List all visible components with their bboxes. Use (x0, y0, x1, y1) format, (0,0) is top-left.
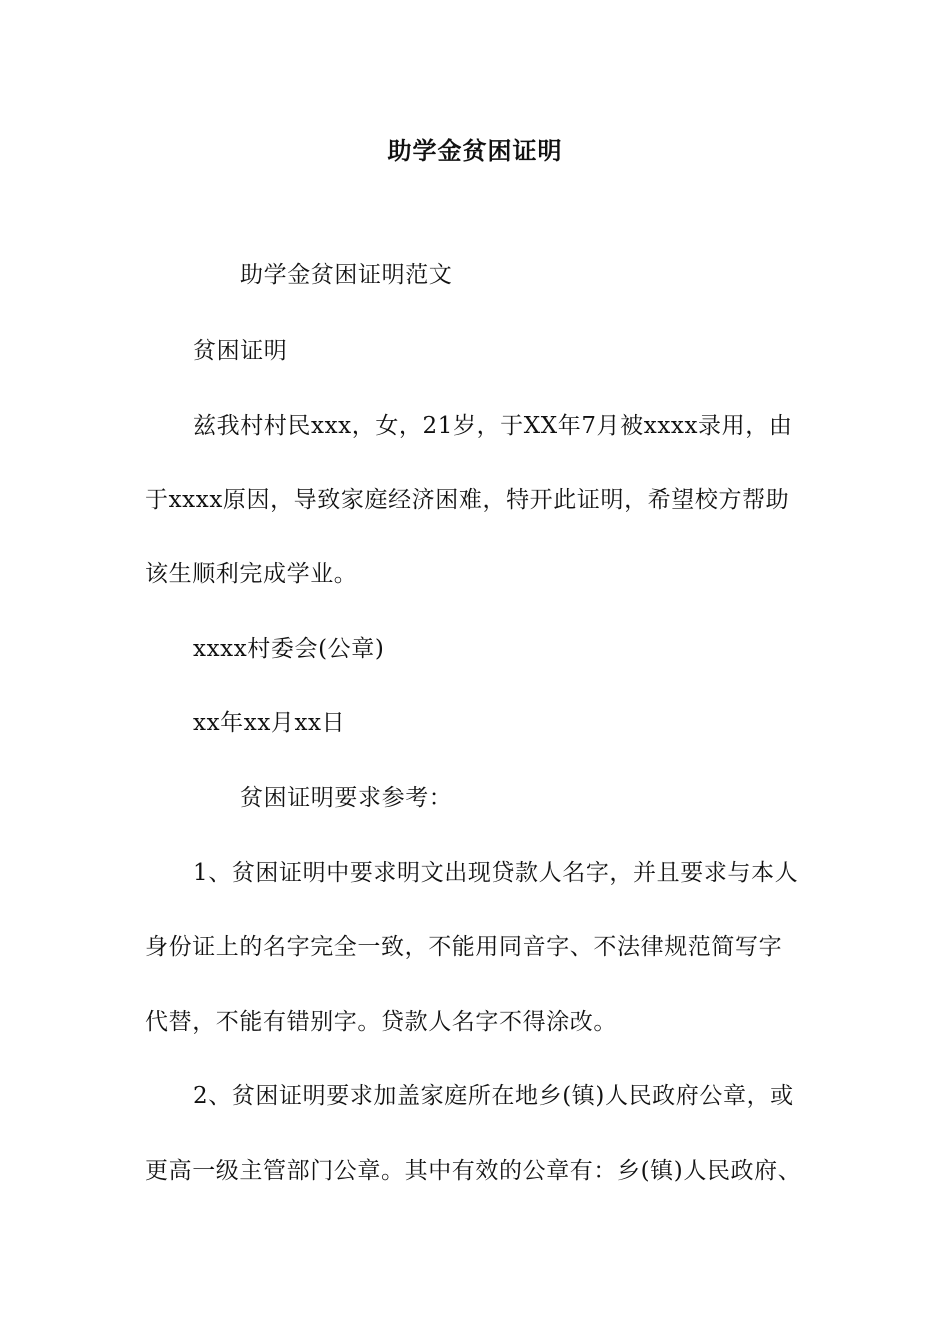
body-line: 代替，不能有错别字。贷款人名字不得涂改。 (145, 1009, 617, 1035)
body-line: 该生顺利完成学业。 (145, 561, 358, 587)
date-line: xx年xx月xx日 (193, 710, 346, 736)
requirements-heading: 贫困证明要求参考： (240, 785, 453, 811)
body-line: 2、贫困证明要求加盖家庭所在地乡(镇)人民政府公章，或 (193, 1083, 794, 1109)
body-line: 更高一级主管部门公章。其中有效的公章有：乡(镇)人民政府、 (145, 1158, 802, 1184)
document-title: 助学金贫困证明 (387, 136, 563, 165)
body-line: 兹我村村民xxx，女，21岁，于XX年7月被xxxx录用，由 (193, 413, 793, 439)
body-line: 1、贫困证明中要求明文出现贷款人名字，并且要求与本人 (193, 860, 799, 886)
body-line: 身份证上的名字完全一致，不能用同音字、不法律规范简写字 (145, 934, 783, 960)
signature-line: xxxx村委会(公章) (193, 636, 385, 662)
heading-line: 贫困证明 (193, 338, 288, 364)
subtitle-line: 助学金贫困证明范文 (240, 262, 453, 288)
body-line: 于xxxx原因，导致家庭经济困难，特开此证明，希望校方帮助 (145, 487, 790, 513)
